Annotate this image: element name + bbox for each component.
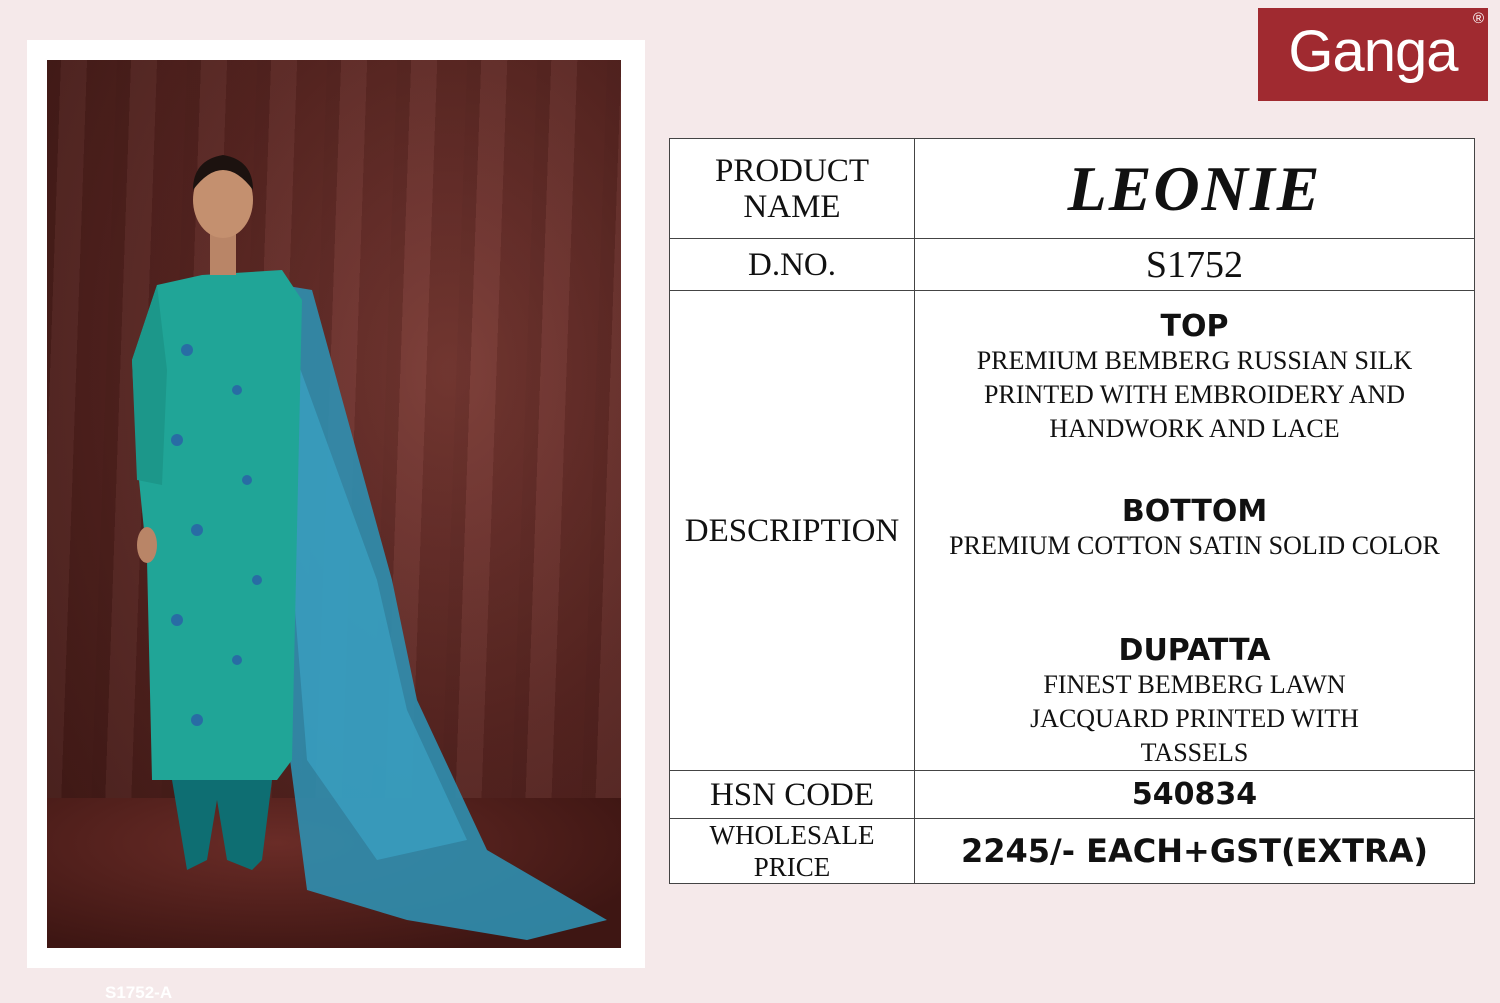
product-name-label-text: PRODUCT NAME [714,152,870,225]
product-name-value: LEONIE [915,139,1475,239]
registered-mark: ® [1472,10,1484,27]
top-text [915,344,1474,446]
row-description [670,291,1475,771]
price-label-text: WHOLESALE PRICE [709,820,875,882]
bottom-text: PREMIUM COTTON SATIN SOLID COLOR [949,531,1440,560]
dupatta-text-content: FINEST BEMBERG LAWN JACQUARD PRINTED WITH TASSELS [1030,670,1359,767]
dupatta-text [915,668,1474,770]
bottom-title: BOTTOM [1121,494,1268,529]
row-dno [670,239,1475,291]
row-product-name [670,139,1475,239]
photo-code-label: S1752-A [105,983,173,1002]
product-name-label [670,139,915,239]
product-spec-table [669,138,1475,884]
model-figure [47,60,621,948]
top-text-content: PREMIUM BEMBERG RUSSIAN SILK PRINTED WITH EMBROIDERY AND HANDWORK AND LACE [976,346,1413,443]
dupatta-title: DUPATTA [1118,633,1271,668]
price-value: 2245/- EACH+GST(EXTRA) [915,819,1475,884]
brand-logo [1258,8,1488,101]
description-value [915,291,1475,771]
brand-name: Ganga [1288,19,1458,84]
dno-value: S1752 [915,239,1475,291]
row-hsn [670,771,1475,819]
hsn-label: HSN CODE [670,771,915,819]
dno-label: D.NO. [670,239,915,291]
top-title: TOP [1160,309,1229,344]
row-price [670,819,1475,884]
price-label [670,819,915,884]
product-photo [47,60,621,1002]
hsn-value: 540834 [915,771,1475,819]
description-label: DESCRIPTION [670,291,915,771]
